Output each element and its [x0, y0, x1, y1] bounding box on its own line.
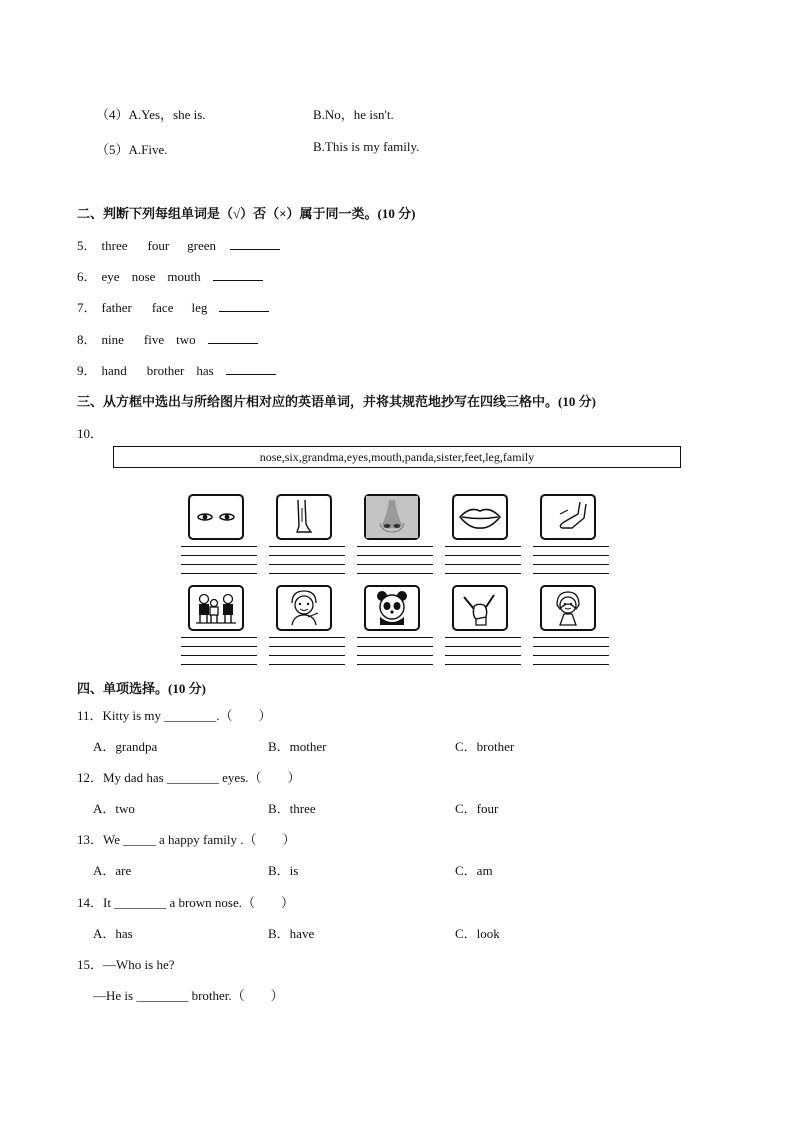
question-11: 11．Kitty is my ________.（ ） [77, 708, 272, 723]
option-13c[interactable]: C．am [455, 863, 493, 878]
writing-lines[interactable] [533, 546, 609, 576]
answer-blank[interactable] [213, 268, 263, 281]
option-13a[interactable]: A．are [93, 863, 132, 878]
judge-item-9: 9． hand brother has [77, 360, 276, 379]
writing-lines[interactable] [357, 546, 433, 576]
option-12b[interactable]: B．three [268, 801, 316, 816]
panda-picture [364, 585, 420, 631]
answer-blank[interactable] [230, 237, 280, 250]
option-5b: B.This is my family. [313, 139, 420, 154]
sister-picture [540, 585, 596, 631]
question-15-line2: —He is ________ brother.（ ） [93, 988, 284, 1003]
question-15-line1: 15．—Who is he? [77, 957, 175, 972]
option-11a[interactable]: A．grandpa [93, 739, 158, 754]
eyes-picture [188, 494, 244, 540]
judge-item-7: 7． father face leg [77, 297, 269, 316]
writing-lines[interactable] [533, 637, 609, 667]
question-12: 12．My dad has ________ eyes.（ ） [77, 770, 301, 785]
writing-lines[interactable] [181, 546, 257, 576]
writing-lines[interactable] [269, 546, 345, 576]
writing-lines[interactable] [357, 637, 433, 667]
section-4-title: 四、单项选择。(10 分) [77, 681, 206, 696]
writing-lines[interactable] [181, 637, 257, 667]
writing-lines[interactable] [269, 637, 345, 667]
option-14b[interactable]: B．have [268, 926, 315, 941]
nose-picture [364, 494, 420, 540]
mouth-picture [452, 494, 508, 540]
answer-blank[interactable] [219, 299, 269, 312]
word-box: nose,six,grandma,eyes,mouth,panda,sister,feet,leg,family [113, 446, 681, 468]
option-14c[interactable]: C．look [455, 926, 500, 941]
option-14a[interactable]: A．has [93, 926, 133, 941]
writing-lines[interactable] [445, 637, 521, 667]
section-2-title: 二、判断下列每组单词是（√）否（×）属于同一类。(10 分) [77, 206, 416, 221]
option-12a[interactable]: A．two [93, 801, 135, 816]
leg-picture [276, 494, 332, 540]
writing-lines[interactable] [445, 546, 521, 576]
grandma-picture [276, 585, 332, 631]
judge-item-5: 5． three four green [77, 235, 280, 254]
section-3-title: 三、从方框中选出与所给图片相对应的英语单词，并将其规范地抄写在四线三格中。(10 分) [77, 394, 596, 409]
option-11c[interactable]: C．brother [455, 739, 515, 754]
option-12c[interactable]: C．four [455, 801, 499, 816]
option-5a: （5）A.Five. [96, 142, 168, 157]
judge-item-8: 8． nine five two [77, 329, 258, 348]
judge-item-6: 6． eye nose mouth [77, 266, 263, 285]
answer-blank[interactable] [226, 362, 276, 375]
option-4a: （4）A.Yes，she is. [96, 107, 206, 122]
six-picture [452, 585, 508, 631]
option-11b[interactable]: B．mother [268, 739, 327, 754]
family-picture [188, 585, 244, 631]
question-14: 14．It ________ a brown nose.（ ） [77, 895, 295, 910]
option-13b[interactable]: B．is [268, 863, 299, 878]
question-13: 13．We _____ a happy family .（ ） [77, 832, 296, 847]
answer-blank[interactable] [208, 331, 258, 344]
option-4b: B.No，he isn't. [313, 107, 394, 122]
question-10-number: 10． [77, 426, 104, 441]
feet-picture [540, 494, 596, 540]
